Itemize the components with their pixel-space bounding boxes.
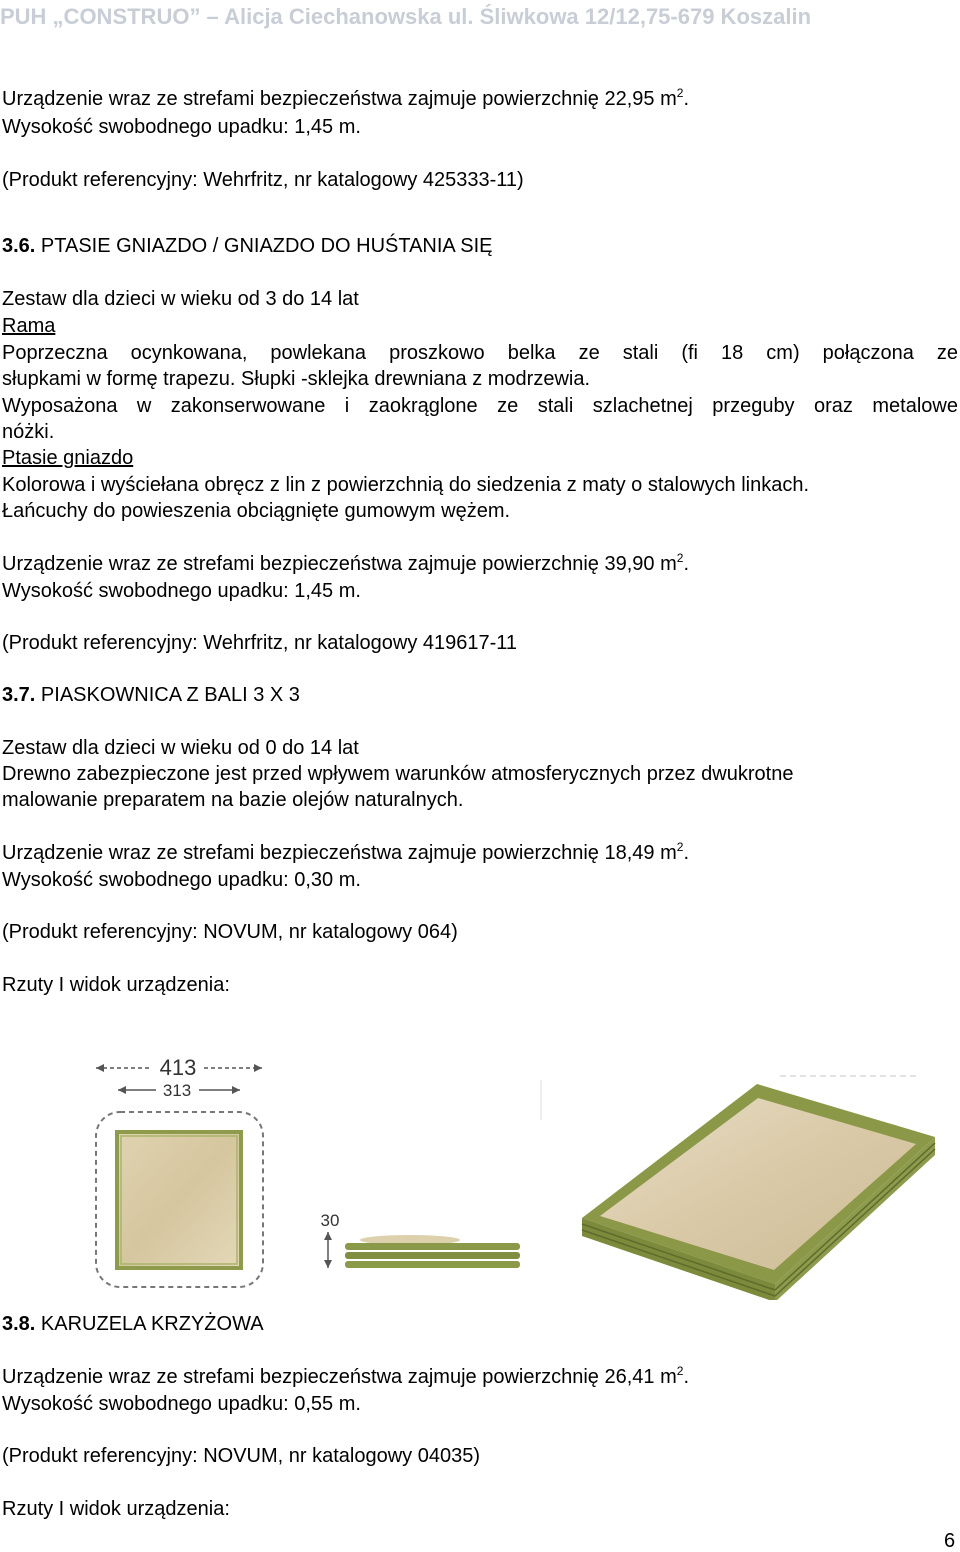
page-header: PUH „CONSTRUO” – Alicja Ciechanowska ul. Śliwkowa 12/12,75-679 Koszalin <box>0 4 812 29</box>
section-3-7-area: Urządzenie wraz ze strefami bezpieczeństwa zajmuje powierzchnię 18,49 $m^2$. <box>2 840 689 864</box>
dim-inner-label: 313 <box>162 1081 192 1100</box>
section-3-7-views-label: Rzuty I widok urządzenia: <box>2 974 230 996</box>
section-3-7-age: Zestaw dla dzieci w wieku od 0 do 14 lat <box>2 737 359 759</box>
section-3-7-fall-height: Wysokość swobodnego upadku: 0,30 m. <box>2 869 361 891</box>
section-3-8-reference: (Produkt referencyjny: NOVUM, nr katalogowy 04035) <box>2 1445 480 1467</box>
section-3-6-fall-height: Wysokość swobodnego upadku: 1,45 m. <box>2 580 361 602</box>
section-3-8-area: Urządzenie wraz ze strefami bezpieczeństwa zajmuje powierzchnię 26,41 $m^2$. <box>2 1364 689 1388</box>
nest-heading: Ptasie gniazdo <box>2 447 134 469</box>
section-3-7-desc-1: Drewno zabezpieczone jest przed wpływem warunków atmosferycznych przez dwukrotne <box>2 763 794 785</box>
prev-area-line: Urządzenie wraz ze strefami bezpieczeństwa zajmuje powierzchnię 22,95 $m^2$. <box>2 86 689 110</box>
prev-reference: (Produkt referencyjny: Wehrfritz, nr katalogowy 425333-11) <box>2 169 524 191</box>
frame-line-4: nóżki. <box>2 421 55 443</box>
section-3-6-heading: 3.6. PTASIE GNIAZDO / GNIAZDO DO HUŚTANIA SIĘ <box>2 235 493 257</box>
frame-line-2: słupkami w formę trapezu. Słupki -sklejka drewniana z modrzewia. <box>2 368 591 390</box>
nest-line-2: Łańcuchy do powieszenia obciągnięte gumowym wężem. <box>2 500 511 522</box>
section-3-8-fall-height: Wysokość swobodnego upadku: 0,55 m. <box>2 1393 361 1415</box>
section-3-8-views-label: Rzuty I widok urządzenia: <box>2 1498 230 1520</box>
section-3-7-desc-2: malowanie preparatem na bazie olejów naturalnych. <box>2 789 464 811</box>
plan-view <box>96 1055 263 1287</box>
page-number: 6 <box>944 1530 956 1552</box>
prev-fall-height: Wysokość swobodnego upadku: 1,45 m. <box>2 116 361 138</box>
perspective-view <box>541 1076 935 1300</box>
section-3-6-age: Zestaw dla dzieci w wieku od 3 do 14 lat <box>2 288 359 310</box>
dim-height-label: 30 <box>320 1211 340 1230</box>
frame-heading: Rama <box>2 315 56 337</box>
section-3-6-reference: (Produkt referencyjny: Wehrfritz, nr katalogowy 419617-11 <box>2 632 518 654</box>
section-3-8-heading: 3.8. KARUZELA KRZYŻOWA <box>2 1313 264 1335</box>
section-3-7-heading: 3.7. PIASKOWNICA Z BALI 3 X 3 <box>2 684 300 706</box>
frame-line-3: Wyposażona w zakonserwowane i zaokrąglone ze stali szlachetnej przeguby oraz metalowe <box>2 395 958 417</box>
dim-outer-label: 413 <box>159 1055 197 1080</box>
section-3-7-reference: (Produkt referencyjny: NOVUM, nr katalogowy 064) <box>2 921 458 943</box>
frame-line-1: Poprzeczna ocynkowana, powlekana proszkowo belka ze stali (fi 18 cm) połączona ze <box>2 342 958 364</box>
side-view <box>321 1211 520 1268</box>
section-3-6-area: Urządzenie wraz ze strefami bezpieczeństwa zajmuje powierzchnię 39,90 $m^2$. <box>2 551 689 575</box>
sandbox-drawings <box>0 1040 960 1300</box>
nest-line-1: Kolorowa i wyściełana obręcz z lin z powierzchnią do siedzenia z maty o stalowych linkach. <box>2 474 810 496</box>
